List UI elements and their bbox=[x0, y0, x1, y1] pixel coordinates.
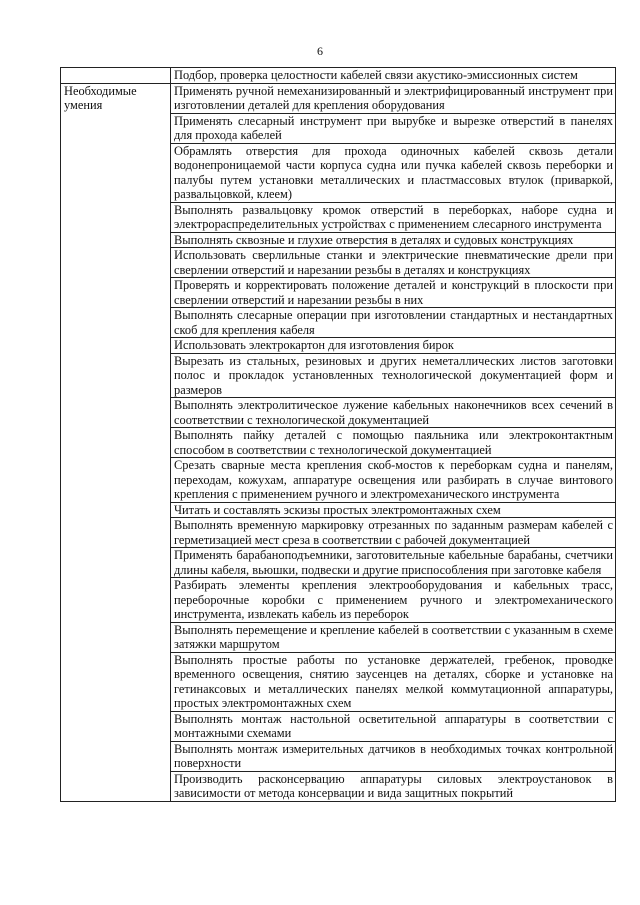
category-cell bbox=[61, 83, 171, 801]
item-text: Срезать сварные места крепления скоб-мостов к переборкам судна и панелям, переходам, кожухам, аппаратуре освещения или разбирать в случае винтового крепления с применением ручного и электромеханического инструмента bbox=[174, 458, 613, 501]
table-row bbox=[61, 68, 616, 84]
item-text: Применять барабаноподъемники, заготовительные кабельные барабаны, счетчики длины кабеля, вьюшки, подвески и другие приспособления при заготовке кабеля bbox=[174, 548, 613, 577]
item-cell bbox=[171, 578, 616, 623]
item-text: Выполнять пайку деталей с помощью паяльника или электроконтактным способом в соответствии с технологической документацией bbox=[174, 428, 613, 457]
item-text: Выполнять простые работы по установке держателей, гребенок, проводке временного освещения, снятию заусенцев на деталях, сборке и установке на гетинаксовых и металлических панелях мелкой коммутационной аппаратуры, простых электромонтажных схем bbox=[174, 652, 613, 710]
item-cell bbox=[171, 202, 616, 232]
category-cell-empty bbox=[61, 68, 171, 84]
item-text: Выполнять сквозные и глухие отверстия в деталях и судовых конструкциях bbox=[174, 232, 574, 247]
item-text: Выполнять слесарные операции при изготовлении стандартных и нестандартных скоб для крепления кабеля bbox=[174, 308, 613, 337]
category-label: Необходимые умения bbox=[64, 83, 137, 112]
item-cell bbox=[171, 652, 616, 711]
item-cell bbox=[171, 248, 616, 278]
item-cell bbox=[171, 502, 616, 518]
item-cell bbox=[171, 143, 616, 202]
item-cell bbox=[171, 741, 616, 771]
item-cell bbox=[171, 113, 616, 143]
item-cell bbox=[171, 458, 616, 503]
item-cell bbox=[171, 83, 616, 113]
item-text: Применять слесарный инструмент при вырубке и вырезке отверстий в панелях для прохода кабелей bbox=[174, 113, 613, 142]
item-text: Выполнять монтаж настольной осветительной аппаратуры в соответствии с монтажными схемами bbox=[174, 711, 613, 740]
item-text: Выполнять монтаж измерительных датчиков в необходимых точках контрольной поверхности bbox=[174, 741, 613, 770]
item-text: Подбор, проверка целостности кабелей связи акустико-эмиссионных систем bbox=[174, 68, 578, 82]
item-text: Проверять и корректировать положение деталей и конструкций в плоскости при сверлении отверстий и нарезании резьбы в них bbox=[174, 278, 613, 307]
item-cell bbox=[171, 308, 616, 338]
item-cell bbox=[171, 353, 616, 398]
item-text: Вырезать из стальных, резиновых и других неметаллических листов заготовки полос и прокладок установленных технологической документацией форм и размеров bbox=[174, 353, 613, 397]
item-text: Использовать электрокартон для изготовления бирок bbox=[174, 338, 454, 352]
skills-table bbox=[60, 67, 616, 802]
item-cell bbox=[171, 232, 616, 248]
item-cell bbox=[171, 428, 616, 458]
item-text: Выполнять временную маркировку отрезанных по заданным размерам кабелей с герметизацией мест среза в соответствии с рабочей документацией bbox=[174, 518, 613, 547]
item-cell bbox=[171, 398, 616, 428]
item-cell bbox=[171, 68, 616, 84]
item-text: Обрамлять отверстия для прохода одиночных кабелей сквозь детали водонепроницаемой части корпуса судна или пучка кабелей сквозь переборки и палубы путем установки металлических и пластмассовых втулок (приваркой, развальцовкой, клеем) bbox=[174, 143, 613, 201]
item-text: Выполнять перемещение и крепление кабелей в соответствии с указанным в схеме затяжки маршрутом bbox=[174, 622, 613, 651]
item-text: Выполнять развальцовку кромок отверстий в переборках, наборе судна и электрораспределительных устройствах с применением слесарного инструмента bbox=[174, 202, 613, 231]
item-text: Читать и составлять эскизы простых электромонтажных схем bbox=[174, 502, 501, 517]
item-text: Использовать сверлильные станки и электрические пневматические дрели при сверлении отверстий и нарезании резьбы в деталях и конструкциях bbox=[174, 248, 613, 277]
table-row bbox=[61, 83, 616, 113]
item-text: Выполнять электролитическое лужение кабельных наконечников всех сечений в соответствии с технологической документацией bbox=[174, 398, 613, 427]
item-cell bbox=[171, 622, 616, 652]
item-text: Разбирать элементы крепления электрооборудования и кабельных трасс, переборочные коробки с применением ручного и электромеханического инструмента, извлекать кабель из переборок bbox=[174, 578, 613, 621]
item-cell bbox=[171, 711, 616, 741]
item-cell bbox=[171, 771, 616, 801]
page-number: 6 bbox=[317, 44, 323, 58]
item-cell bbox=[171, 278, 616, 308]
item-text: Производить расконсервацию аппаратуры силовых электроустановок в зависимости от метода консервации и вида защитных покрытий bbox=[174, 771, 613, 800]
item-cell bbox=[171, 518, 616, 548]
item-text: Применять ручной немеханизированный и электрифицированный инструмент при изготовлении деталей для крепления оборудования bbox=[174, 83, 613, 112]
item-cell bbox=[171, 338, 616, 354]
item-cell bbox=[171, 548, 616, 578]
